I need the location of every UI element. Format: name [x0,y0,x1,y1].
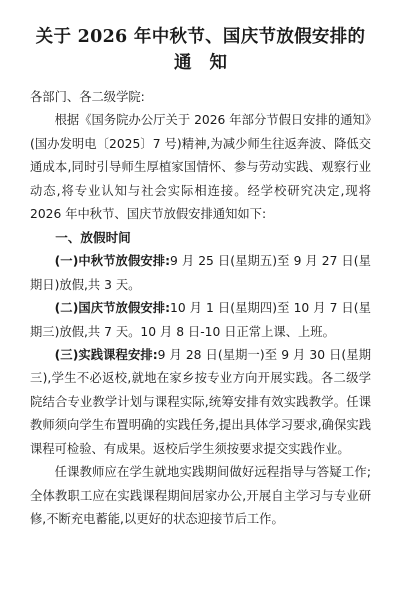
item-mid-autumn-label: (一)中秋节放假安排: [54,254,171,269]
item-mid-autumn [30,250,371,297]
item-practice-course-text: 9 月 28 日(星期一)至 9 月 30 日(星期三),学生不必返校,就地在家乡按专业方向开展实践。各二级学院结合专业教学计划与课程实际,统筹安排有效实践教学。任课教师须向学生布置明确的实践任务,提出具体学习要求,确保实践课程可检验、有成果。返校后学生须按要求提交实践作业。 [30,348,371,456]
item-practice-course [30,344,371,461]
item-practice-course-label: (三)实践课程安排: [54,348,158,363]
intro-paragraph: 根据《国务院办公厅关于 2026 年部分节假日安排的通知》(国办发明电〔2025〕7 号)精神,为减少师生往返奔波、降低交通成本,同时引导师生厚植家国情怀、参与劳动实践、观察行业动态,将专业认知与社会实际相连接。经学校研究决定,现将 2026 年中秋节、国庆节放假安排通知如下: [30,113,371,222]
item-national-day-label: (二)国庆节放假安排: [54,301,171,316]
item-mid-autumn-text: 9 月 25 日(星期五)至 9 月 27 日(星期日)放假,共 3 天。 [30,254,371,292]
addressee: 各部门、各二级学院: [30,90,145,104]
item-national-day [30,297,371,344]
section-heading-holiday-time: 一、放假时间 [55,230,131,246]
closing-paragraph: 任课教师应在学生就地实践期间做好远程指导与答疑工作;全体教职工应在实践课程期间居家办公,开展自主学习与专业研修,不断充电蓄能,以更好的状态迎接节后工作。 [30,465,371,526]
notice-title: 关于 2026 年中秋节、国庆节放假安排的 [35,27,366,47]
notice-title-subtitle: 通知 [174,53,245,73]
item-national-day-text: 10 月 1 日(星期四)至 10 月 7 日(星期三)放假,共 7 天。10 月 8 日-10 日正常上课、上班。 [30,301,371,339]
